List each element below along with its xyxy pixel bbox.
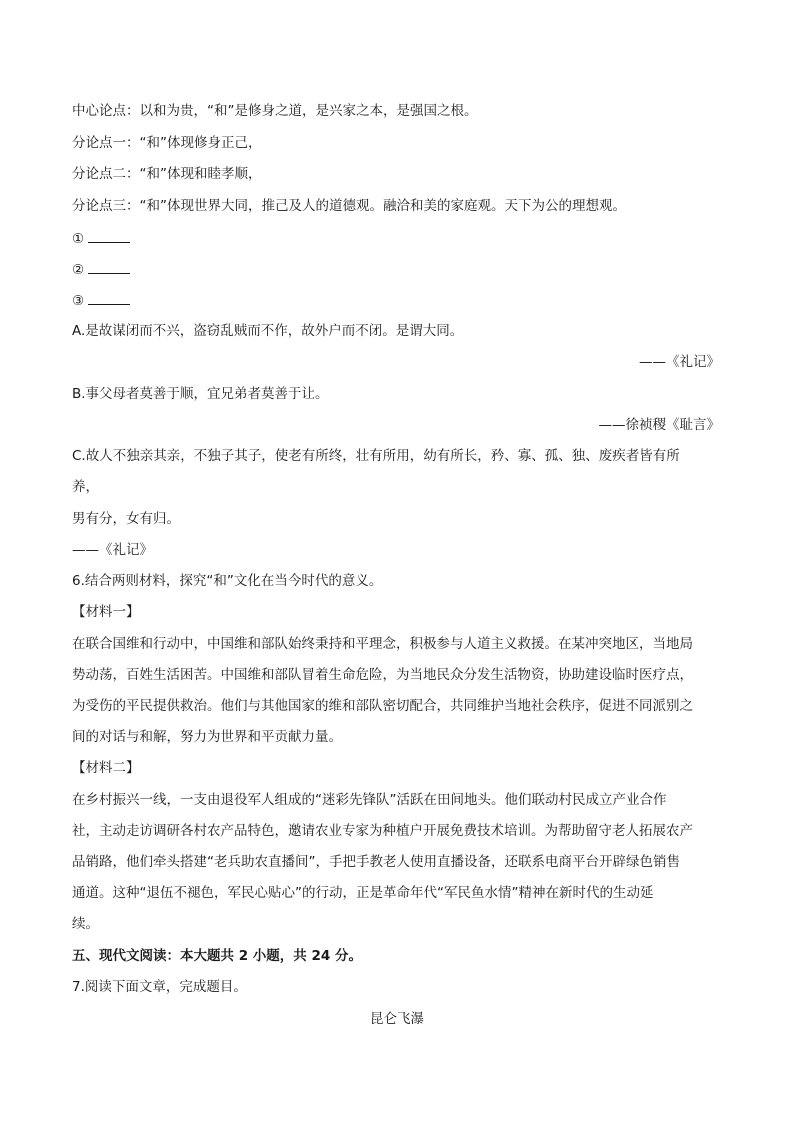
center-argument: 中心论点：以和为贵，“和”是修身之道，是兴家之本，是强国之根。 [72, 103, 478, 119]
material-1-line: 在联合国维和行动中，中国维和部队始终秉持和平理念，积极参与人道主义救援。在某冲突地区，当地局 [72, 636, 693, 652]
material-2-label: 【材料二】 [72, 760, 140, 776]
option-c-source: ——《礼记》 [72, 542, 153, 558]
sub-argument-3: 分论点三：“和”体现世界大同，推己及人的道德观。融洽和美的家庭观。天下为公的理想观。 [72, 198, 626, 214]
blank-number: ① [72, 231, 85, 247]
option-a-source: ——《礼记》 [639, 354, 720, 370]
sub-argument-1: 分论点一：“和”体现修身正己， [72, 135, 262, 151]
option-c-line-2: 养， [72, 479, 99, 495]
option-c-line-1: C.故人不独亲其亲，不独子其子，使老有所终，壮有所用，幼有所长，矜、寡、孤、独、废疾者皆有所 [72, 448, 680, 464]
material-2-line: 品销路，他们牵头搭建“老兵助农直播间”，手把手教老人使用直播设备，还联系电商平台开辟绿色销售 [72, 854, 680, 870]
question-6-title: 6.结合两则材料，探究“和”文化在当今时代的意义。 [72, 573, 383, 589]
material-1-label: 【材料一】 [72, 604, 140, 620]
answer-blank-3 [72, 290, 130, 311]
material-2-line: 通道。这种“退伍不褪色，军民心贴心”的行动，正是革命年代“军民鱼水情”精神在新时代的生动延 [72, 885, 654, 901]
material-2-line: 续。 [72, 916, 99, 932]
material-2-line: 社，主动走访调研各村农产品特色，邀请农业专家为种植户开展免费技术培训。为帮助留守老人拓展农产 [72, 823, 693, 839]
answer-blank-1 [72, 228, 130, 249]
section-5-heading: 五、现代文阅读：本大题共 2 小题，共 24 分。 [72, 948, 362, 964]
article-title: 昆仑飞瀑 [370, 1011, 424, 1027]
material-1-line: 为受伤的平民提供救治。他们与其他国家的维和部队密切配合，共同维护当地社会秩序，促进不同派别之 [72, 698, 693, 714]
option-c-line-3: 男有分，女有归。 [72, 511, 180, 527]
sub-argument-2: 分论点二：“和”体现和睦孝顺， [72, 166, 262, 182]
option-b: B.事父母者莫善于顺，宜兄弟者莫善于让。 [72, 386, 329, 402]
blank-number: ③ [72, 293, 85, 309]
option-b-source: ——徐祯稷《耻言》 [598, 417, 720, 433]
blank-number: ② [72, 262, 85, 278]
material-1-line: 势动荡，百姓生活困苦。中国维和部队冒着生命危险，为当地民众分发生活物资，协助建设临时医疗点， [72, 667, 693, 683]
material-2-line: 在乡村振兴一线，一支由退役军人组成的“迷彩先锋队”活跃在田间地头。他们联动村民成立产业合作 [72, 792, 667, 808]
material-1-line: 间的对话与和解，努力为世界和平贡献力量。 [72, 729, 342, 745]
answer-blank-2 [72, 259, 130, 280]
question-7-title: 7.阅读下面文章，完成题目。 [72, 979, 247, 995]
blank-line [88, 228, 130, 243]
option-a: A.是故谋闭而不兴，盗窃乱贼而不作，故外户而不闭。是谓大同。 [72, 323, 464, 339]
blank-line [88, 290, 130, 305]
blank-line [88, 259, 130, 274]
